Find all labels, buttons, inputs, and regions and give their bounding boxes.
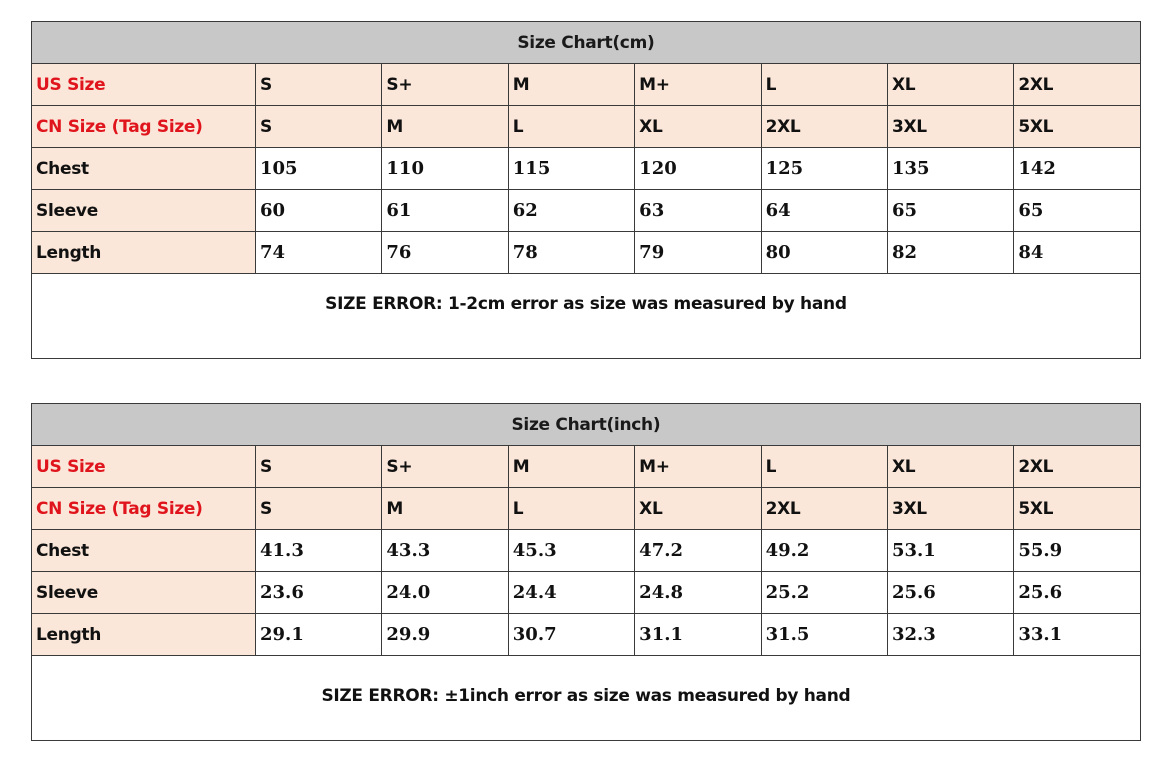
table-cell: 47.2 <box>635 530 761 572</box>
row-label-sleeve: Sleeve <box>32 572 256 614</box>
table-cell: L <box>761 64 887 106</box>
size-chart-inch-table <box>31 403 1141 741</box>
table-cell: M+ <box>635 64 761 106</box>
cn-size-row <box>32 488 1141 530</box>
table-cell: XL <box>635 488 761 530</box>
sleeve-row <box>32 190 1141 232</box>
length-row <box>32 614 1141 656</box>
table-cell: XL <box>887 64 1013 106</box>
table-cell: M <box>508 64 634 106</box>
table-cell: 5XL <box>1014 106 1141 148</box>
table-cell: 62 <box>508 190 634 232</box>
table-cell: 2XL <box>1014 446 1140 488</box>
size-error-note: SIZE ERROR: 1-2cm error as size was measured by hand <box>32 274 1141 359</box>
table-cell: 80 <box>761 232 887 274</box>
row-label-sleeve: Sleeve <box>32 190 256 232</box>
row-label-us-size: US Size <box>32 446 256 488</box>
table-cell: 25.2 <box>761 572 887 614</box>
row-label-chest: Chest <box>32 148 256 190</box>
table-cell: 61 <box>382 190 508 232</box>
table-cell: 45.3 <box>508 530 634 572</box>
table-cell: 29.1 <box>256 614 382 656</box>
table-cell: 43.3 <box>382 530 508 572</box>
table-cell: 135 <box>887 148 1013 190</box>
table-cell: 25.6 <box>1014 572 1140 614</box>
table-cell: 31.5 <box>761 614 887 656</box>
table-cell: 79 <box>635 232 761 274</box>
us-size-row <box>32 446 1141 488</box>
size-error-note-row <box>32 274 1141 359</box>
table-cell: M+ <box>635 446 761 488</box>
table-cell: 25.6 <box>887 572 1013 614</box>
table-cell: 33.1 <box>1014 614 1140 656</box>
size-chart-cm-table <box>31 21 1141 359</box>
row-label-length: Length <box>32 614 256 656</box>
table-cell: S <box>256 64 382 106</box>
table-cell: 84 <box>1014 232 1141 274</box>
table-cell: 65 <box>887 190 1013 232</box>
table-cell: S <box>256 488 382 530</box>
table-cell: 23.6 <box>256 572 382 614</box>
table-cell: M <box>508 446 634 488</box>
table-cell: S <box>256 106 382 148</box>
table-cell: 49.2 <box>761 530 887 572</box>
table-cell: 142 <box>1014 148 1141 190</box>
table-cell: 120 <box>635 148 761 190</box>
table-cell: 55.9 <box>1014 530 1140 572</box>
table-cell: 110 <box>382 148 508 190</box>
table-cell: 24.4 <box>508 572 634 614</box>
table-title-row <box>32 22 1141 64</box>
table-cell: 5XL <box>1014 488 1140 530</box>
cn-size-row <box>32 106 1141 148</box>
table-cell: M <box>382 488 508 530</box>
table-cell: 82 <box>887 232 1013 274</box>
table-cell: 125 <box>761 148 887 190</box>
table-cell: 30.7 <box>508 614 634 656</box>
row-label-cn-size: CN Size (Tag Size) <box>32 488 256 530</box>
chest-row <box>32 148 1141 190</box>
table-cell: 2XL <box>761 106 887 148</box>
table-cell: 24.0 <box>382 572 508 614</box>
table-cell: 31.1 <box>635 614 761 656</box>
table-cell: 32.3 <box>887 614 1013 656</box>
table-cell: 3XL <box>887 488 1013 530</box>
table-cell: 64 <box>761 190 887 232</box>
table-cell: 105 <box>256 148 382 190</box>
table-cell: 74 <box>256 232 382 274</box>
table-title: Size Chart(inch) <box>32 404 1141 446</box>
table-cell: 115 <box>508 148 634 190</box>
sleeve-row <box>32 572 1141 614</box>
table-cell: 63 <box>635 190 761 232</box>
size-error-note: SIZE ERROR: ±1inch error as size was measured by hand <box>32 656 1141 741</box>
us-size-row <box>32 64 1141 106</box>
row-label-chest: Chest <box>32 530 256 572</box>
table-cell: L <box>508 106 634 148</box>
row-label-cn-size: CN Size (Tag Size) <box>32 106 256 148</box>
table-cell: 53.1 <box>887 530 1013 572</box>
chest-row <box>32 530 1141 572</box>
table-cell: 29.9 <box>382 614 508 656</box>
table-cell: S+ <box>382 446 508 488</box>
table-cell: 65 <box>1014 190 1141 232</box>
table-cell: S+ <box>382 64 508 106</box>
table-cell: 60 <box>256 190 382 232</box>
row-label-length: Length <box>32 232 256 274</box>
table-cell: 78 <box>508 232 634 274</box>
table-cell: L <box>508 488 634 530</box>
row-label-us-size: US Size <box>32 64 256 106</box>
table-cell: 3XL <box>887 106 1013 148</box>
table-cell: 2XL <box>1014 64 1141 106</box>
table-cell: XL <box>887 446 1013 488</box>
table-cell: L <box>761 446 887 488</box>
length-row <box>32 232 1141 274</box>
table-cell: XL <box>635 106 761 148</box>
table-title: Size Chart(cm) <box>32 22 1141 64</box>
table-cell: S <box>256 446 382 488</box>
table-cell: 41.3 <box>256 530 382 572</box>
table-cell: 2XL <box>761 488 887 530</box>
size-error-note-row <box>32 656 1141 741</box>
table-cell: M <box>382 106 508 148</box>
table-cell: 24.8 <box>635 572 761 614</box>
table-title-row <box>32 404 1141 446</box>
table-cell: 76 <box>382 232 508 274</box>
